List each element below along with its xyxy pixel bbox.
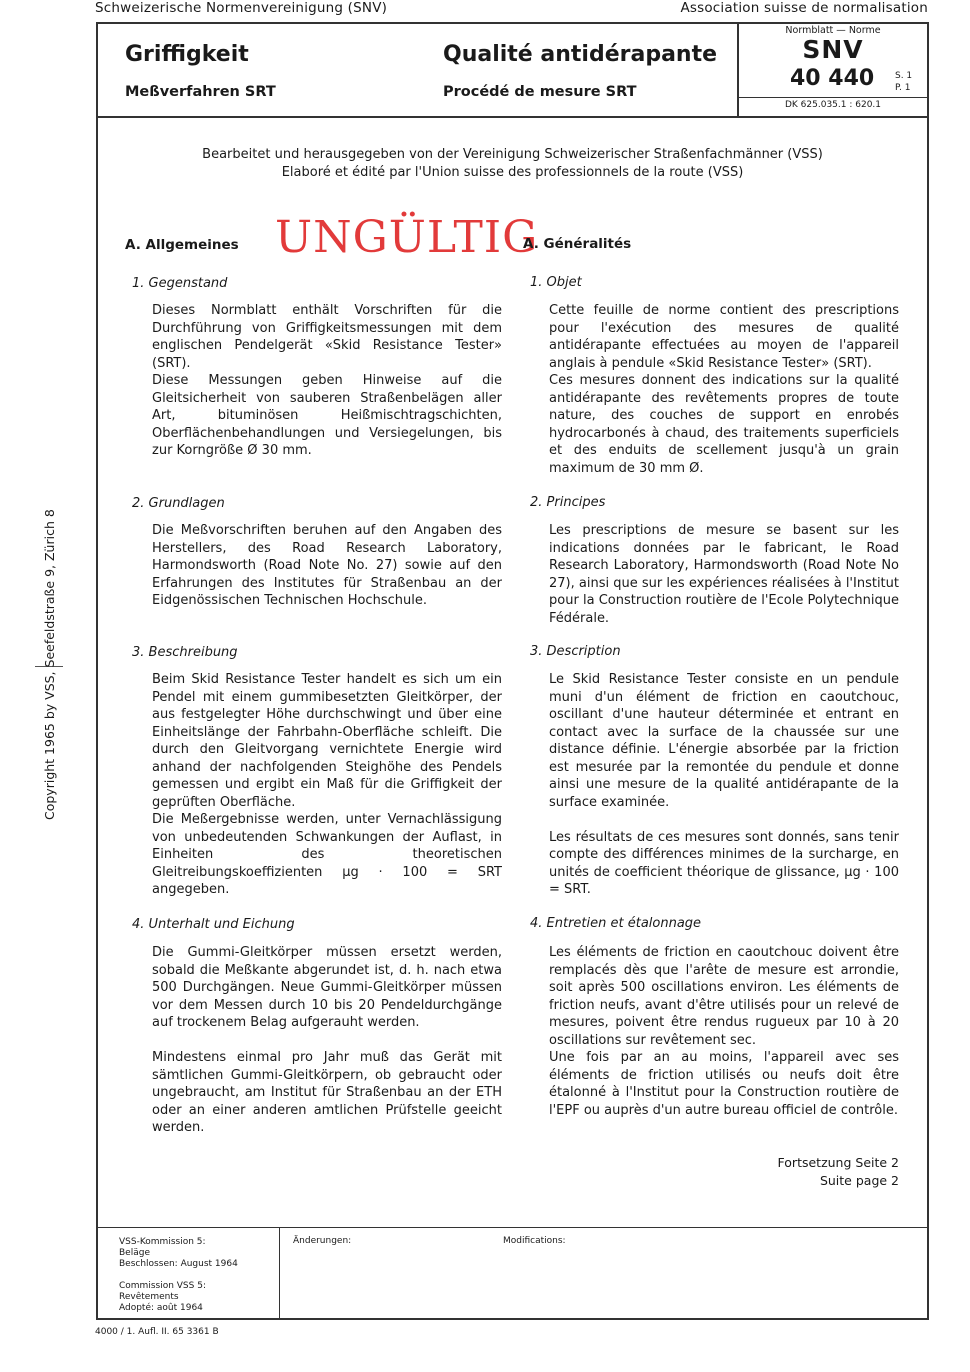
footer-divider <box>279 1227 280 1320</box>
subtitle-fr: Procédé de mesure SRT <box>443 84 637 100</box>
page-s: S. 1 <box>895 71 913 81</box>
org-name-fr: Association suisse de normalisation <box>680 0 928 16</box>
edited-by <box>98 146 927 181</box>
dk-classification: DK 625.035.1 : 620.1 <box>784 100 882 110</box>
item-3-heading-fr: 3. Description <box>530 644 621 659</box>
invalid-stamp: UNGÜLTIG <box>275 212 539 263</box>
edited-by-fr: Elaboré et édité par l'Union suisse des professionnels de la route (VSS) <box>281 164 744 180</box>
footer-changes-de: Änderungen: <box>293 1236 352 1246</box>
org-name-de: Schweizerische Normenvereinigung (SNV) <box>95 0 388 16</box>
footer-changes-fr: Modifications: <box>503 1236 566 1246</box>
section-a-fr: A. Généralités <box>523 236 632 252</box>
item-1-text-de: Dieses Normblatt enthält Vorschriften für die Durchführung von Griffigkeitsmessungen mit dem englischen Pendelgerät «Skid Resistance Tester» (SRT). Diese Messungen geben Hinweise auf die Gleitsicherheit von sauberen Straßenbelägen aller Art, bituminösen Heißmischtragschichten, Oberflächenbehandlungen und Versiegelungen, bis zur Korngröße Ø 30 mm. <box>152 303 502 458</box>
item-3-text-de: Beim Skid Resistance Tester handelt es sich um ein Pendel mit einem gummibesetzten Gleitkörper, der aus festgelegter Höhe durchschwingt und über eine Einheitslänge der Fahrbahn-Oberfläche schleift. Die durch den Gleitvorgang vernichtete Energie wird anhand der nachfolgenden Steighöhe des Pendels gemessen und ergibt ein Maß für die Griffigkeit der geprüften Oberfläche. Die Meßergebnisse werden, unter Vernachlässigung von unbedeutenden Schwankungen der Auflast, in Einheiten des theoretischen Gleitreibungskoeffizienten μg · 100 = SRT angegeben. <box>152 672 502 897</box>
item-2-heading-de: 2. Grundlagen <box>132 496 225 511</box>
item-4-heading-fr: 4. Entretien et étalonnage <box>530 916 702 931</box>
item-4-text-de: Die Gummi-Gleitkörper müssen ersetzt werden, sobald die Meßkante abgerundet ist, d. h. nach etwa 500 Durchgängen. Neue Gummi-Gleitkörper müssen vor dem Messen durch 10 bis 20 Pendeldurchgänge auf trockenem Belag aufgerauht werden. Mindestens einmal pro Jahr muß das Gerät mit sämtlichen Gummi-Gleitkörpern, ob gebraucht oder ungebraucht, am Institut für Straßenbau an der ETH oder an einer anderen amtlichen Prüfstelle geeicht werden. <box>152 945 502 1135</box>
item-4-text-fr: Les éléments de friction en caoutchouc doivent être remplacés dès que l'arête de mesure est arrondie, soit après 500 oscillations environ. Les éléments de friction neufs, avant d'être utilisés pour un relevé de mesures, poivent être rendus rugueux par 10 à 20 oscillations sur revêtement sec. Une fois par an au moins, l'appareil avec ses éléments de friction utilisés ou neufs doit être étalonné à l'Institut pour la Construction routière de l'EPF ou auprès d'un autre bureau officiel de contrôle. <box>549 945 899 1118</box>
norm-number: 40 440 <box>790 66 875 91</box>
page-p: P. 1 <box>895 83 911 93</box>
item-1-heading-fr: 1. Objet <box>530 275 582 290</box>
item-3-heading-de: 3. Beschreibung <box>132 645 238 660</box>
print-code: 4000 / 1. Aufl. II. 65 3361 B <box>95 1327 219 1337</box>
item-1-text-fr: Cette feuille de norme contient des prescriptions pour l'exécution des mesures de qualité antidérapante effectuées au moyen de l'appareil anglais à pendule «Skid Resistance Tester» (SRT). Ces mesures donnent des indications sur la qualité antidérapante des revêtements propres de toute nature, des couches de support en enrobés hydrocarbonés à chaud, des traitements superficiels et des enduits de scellement jusqu'à un grain maximum de 30 mm Ø. <box>549 303 899 476</box>
page-indicator <box>895 70 912 94</box>
item-3-text-fr: Le Skid Resistance Tester consiste en un pendule muni d'un élément de friction en caoutchouc, oscillant d'une hauteur déterminée et entrant en contact avec la surface de la chaussée sur une distance définie. L'énergie absorbée par la friction est mesurée par la remontée du pendule et donne ainsi une mesure de la qualité antidérapante de la surface examinée. Les résultats de ces mesures sont donnés, sans tenir compte des différences minimes de la surcharge, en unités de coefficient théorique de glissance, μg · 100 = SRT. <box>549 672 899 897</box>
item-2-text-de: Die Meßvorschriften beruhen auf den Angaben des Herstellers, des Road Research Laboratory, Harmondsworth (Road Note No. 27) sowie auf den Erfahrungen des Institutes für Straßenbau an der Eidgenössischen Technischen Hochschule. <box>152 523 502 608</box>
copyright-note: Copyright 1965 by VSS, Seefeldstraße 9, Zürich 8 <box>42 509 57 820</box>
item-2-text-fr: Les prescriptions de mesure se basent sur les indications données par le fabricant, le Road Research Laboratory, Harmondsworth (Road Note No 27), ainsi que sur les expériences réalisées à l'Institut pour la Construction routière de l'Ecole Polytechnique Fédérale. <box>549 523 899 626</box>
frame-left <box>96 118 98 1318</box>
subtitle-de: Meßverfahren SRT <box>125 84 276 100</box>
item-1-heading-de: 1. Gegenstand <box>132 276 228 291</box>
title-de: Griffigkeit <box>125 42 249 67</box>
continuation-note: Fortsetzung Seite 2 Suite page 2 <box>777 1155 899 1188</box>
header-divider-dk <box>739 97 929 98</box>
title-fr: Qualité antidérapante <box>443 42 718 67</box>
item-4-heading-de: 4. Unterhalt und Eichung <box>132 917 295 932</box>
snv-label: SNV <box>802 35 864 64</box>
item-2-heading-fr: 2. Principes <box>530 495 606 510</box>
footer-commission: VSS-Kommission 5: Beläge Beschlossen: August 1964 Commission VSS 5: Revêtements Adopté: août 1964 <box>119 1237 238 1313</box>
edited-by-de: Bearbeitet und herausgegeben von der Vereinigung Schweizerischer Straßenfachmänner (VSS) <box>202 147 823 162</box>
frame-right <box>927 118 929 1318</box>
section-a-de: A. Allgemeines <box>125 237 239 253</box>
normblatt-label: Normblatt — Norme <box>785 25 881 36</box>
